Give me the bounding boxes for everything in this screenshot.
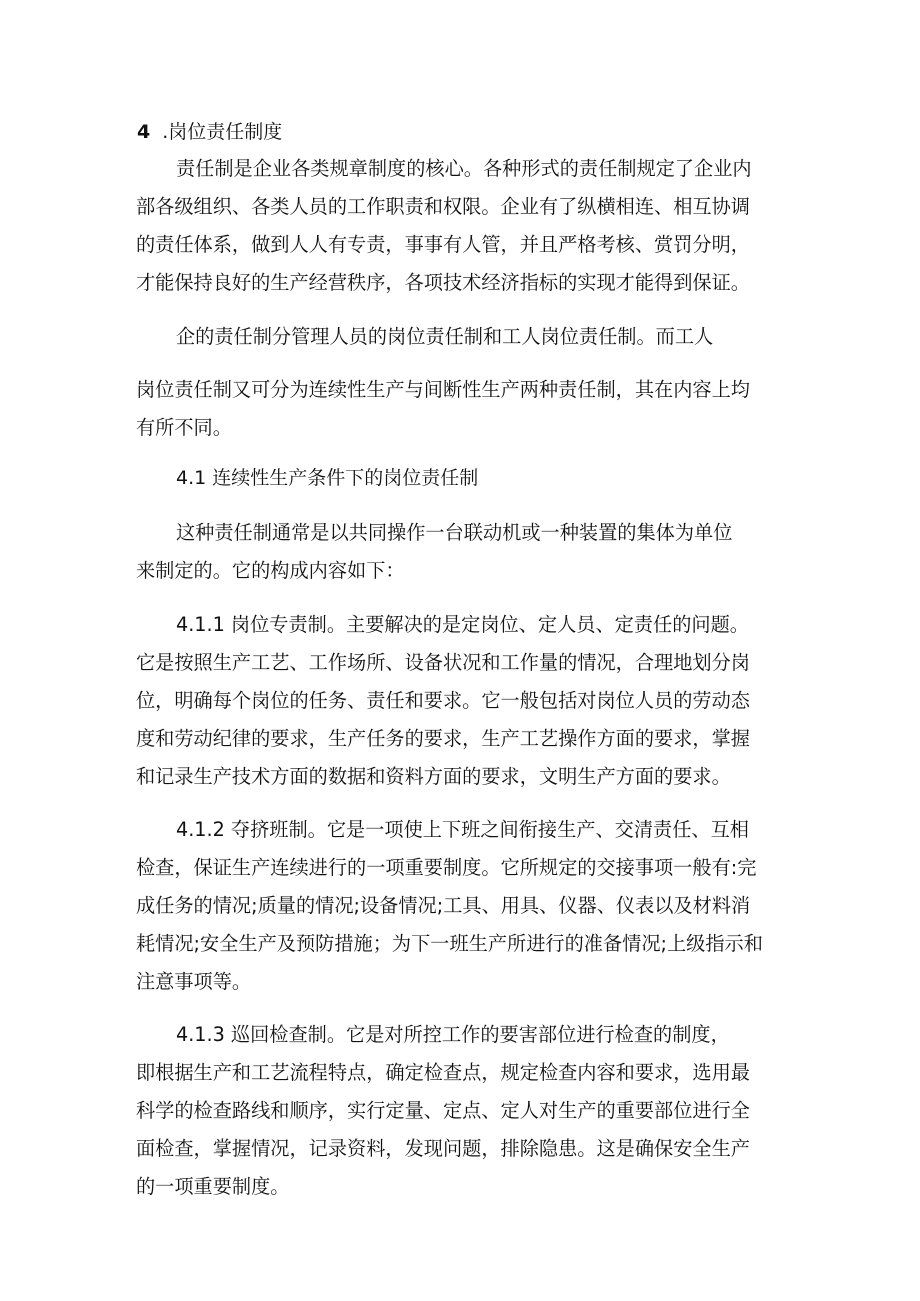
text-line: 企的责任制分管理人员的岗位责任制和工人岗位责任制。而工人 (176, 325, 714, 348)
paragraph-4-1-1 (136, 606, 784, 796)
paragraph-worker-responsibility (136, 371, 784, 447)
text-line: 部各级组织、各类人员的工作职责和权限。企业有了纵横相连、相互协调 (136, 195, 750, 218)
text-line: 它是按照生产工艺、工作场所、设备状况和工作量的情况，合理地划分岗 (136, 651, 750, 674)
paragraph-responsibility-types (136, 318, 784, 356)
text-line: 耗情况;安全生产及预防措施；为下一班生产所进行的准备情况;上级指示和 (136, 932, 763, 955)
text-line: 4.1.3 巡回检查制。它是对所控工作的要害部位进行检查的制度， (176, 1023, 730, 1046)
text-line: 岗位责任制又可分为连续性生产与间断性生产两种责任制，其在内容上均 (136, 378, 750, 401)
paragraph-responsibility-core (136, 150, 784, 302)
text-line: 才能保持良好的生产经营秩序，各项技术经济指标的实现才能得到保证。 (136, 271, 750, 294)
paragraph-4-1-3 (136, 1016, 784, 1206)
text-line: 责任制是企业各类规章制度的核心。各种形式的责任制规定了企业内 (176, 157, 752, 180)
subsection-heading-4-1: 4.1 连续性生产条件下的岗位责任制 (176, 467, 479, 489)
section-title: .岗位责任制度 (162, 121, 283, 143)
text-line: 面检查，掌握情况，记录资料，发现问题，排除隐患。这是确保安全生产 (136, 1137, 750, 1160)
text-line: 这种责任制通常是以共同操作一台联动机或一种装置的集体为单位 (176, 521, 733, 544)
text-line: 位，明确每个岗位的任务、责任和要求。它一般包括对岗位人员的劳动态 (136, 689, 750, 712)
text-line: 即根据生产和工艺流程特点，确定检查点，规定检查内容和要求，选用最 (136, 1061, 750, 1084)
text-line: 科学的检查路线和顺序，实行定量、定点、定人对生产的重要部位进行全 (136, 1099, 750, 1122)
section-heading (137, 117, 282, 147)
paragraph-4-1-2 (136, 811, 784, 1001)
section-number: 4 (137, 121, 151, 143)
text-line: 检查，保证生产连续进行的一项重要制度。它所规定的交接事项一般有:完 (136, 856, 757, 879)
text-line: 有所不同。 (136, 416, 232, 439)
text-line: 4.1.1 岗位专责制。主要解决的是定岗位、定人员、定责任的问题。 (176, 613, 749, 636)
text-line: 度和劳动纪律的要求，生产任务的要求，生产工艺操作方面的要求，掌握 (136, 727, 750, 750)
text-line: 的一项重要制度。 (136, 1175, 290, 1198)
text-line: 成任务的情况;质量的情况;设备情况;工具、用具、仪器、仪表以及材料消 (136, 894, 751, 917)
text-line: 4.1.2 夺挤班制。它是一项使上下班之间衔接生产、交清责任、互相 (176, 818, 749, 841)
text-line: 来制定的。它的构成内容如下： (136, 559, 405, 582)
text-line: 注意事项等。 (136, 970, 252, 993)
text-line: 和记录生产技术方面的数据和资料方面的要求，文明生产方面的要求。 (136, 765, 731, 788)
paragraph-collective-unit (136, 514, 784, 590)
text-line: 的责任体系，做到人人有专责，事事有人管，并且严格考核、赏罚分明， (136, 233, 750, 256)
